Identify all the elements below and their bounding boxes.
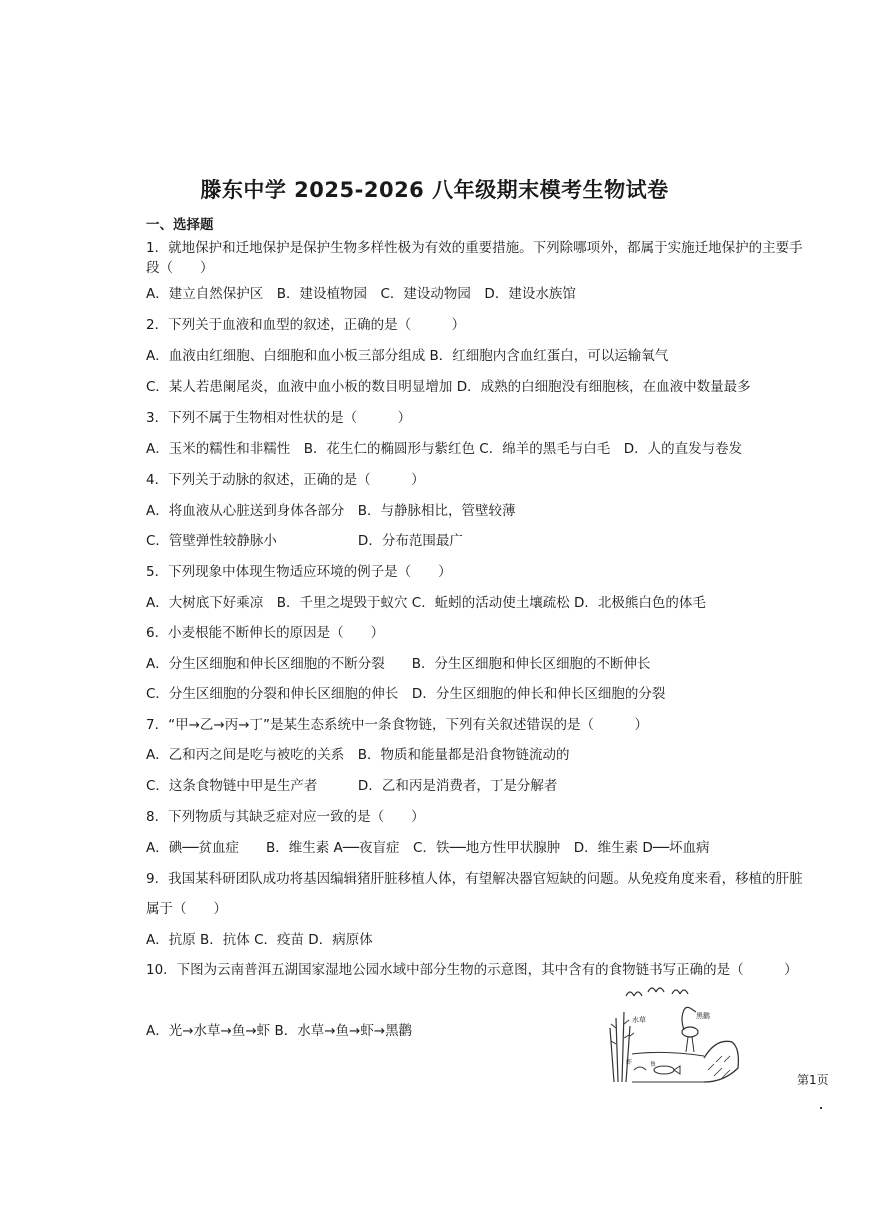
question-1-options: A．建立自然保护区 B．建设植物园 C．建设动物园 D．建设水族馆 <box>146 286 576 302</box>
page-number: 第1页 <box>797 1073 829 1087</box>
fish-label: 鱼 <box>650 1061 657 1068</box>
question-2-stem: 2．下列关于血液和血型的叙述，正确的是（ ） <box>146 317 466 333</box>
question-6-options-ab: A．分生区细胞和伸长区细胞的不断分裂 B．分生区细胞和伸长区细胞的不断伸长 <box>146 656 651 672</box>
question-4-options-cd: C．管壁弹性较静脉小 D．分布范围最广 <box>146 533 463 549</box>
question-9-stem: 9．我国某科研团队成功将基因编辑猪肝脏移植人体，有望解决器官短缺的问题。从免疫角度来看，移植的肝脏 <box>146 871 803 887</box>
shrimp-icon <box>634 1067 646 1070</box>
question-8-options: A．碘──贫血症 B．维生素 A──夜盲症 C．铁──地方性甲状腺肿 D．维生素 D──坏血病 <box>146 840 710 856</box>
question-5-options: A．大树底下好乘凉 B．千里之堤毁于蚁穴 C．蚯蚓的活动使土壤疏松 D．北极熊白色的体毛 <box>146 595 706 611</box>
plant-label: 水草 <box>632 1016 646 1024</box>
question-4-stem: 4．下列关于动脉的叙述，正确的是（ ） <box>146 472 425 488</box>
question-3-stem: 3．下列不属于生物相对性状的是（ ） <box>146 410 412 426</box>
shrimp-label: 虾 <box>626 1059 633 1066</box>
fish-icon <box>654 1066 680 1074</box>
question-9-options: A．抗原 B．抗体 C．疫苗 D．病原体 <box>146 932 373 948</box>
question-4-options-ab: A．将血液从心脏送到身体各部分 B．与静脉相比，管壁较薄 <box>146 503 516 519</box>
question-7-options-ab: A．乙和丙之间是吃与被吃的关系 B．物质和能量都是沿食物链流动的 <box>146 747 570 763</box>
exam-title: 滕东中学 2025-2026 八年级期末模考生物试卷 <box>200 178 669 202</box>
question-10-stem: 10．下图为云南普洱五湖国家湿地公园水域中部分生物的示意图，其中含有的食物链书写正确的是（ ） <box>146 962 798 978</box>
question-3-options: A．玉米的糯性和非糯性 B．花生仁的椭圆形与紫红色 C．绵羊的黑毛与白毛 D．人的直发与卷发 <box>146 441 743 457</box>
question-10-options: A．光→水草→鱼→虾 B．水草→鱼→虾→黑鹳 <box>146 1023 413 1039</box>
question-9-stem-cont: 属于（ ） <box>146 901 227 917</box>
question-2-options-cd: C．某人若患阑尾炎，血液中血小板的数目明显增加 D．成熟的白细胞没有细胞核，在血液中数量最多 <box>146 379 751 395</box>
section-heading: 一、选择题 <box>146 217 214 233</box>
question-6-options-cd: C．分生区细胞的分裂和伸长区细胞的伸长 D．分生区细胞的伸长和伸长区细胞的分裂 <box>146 686 666 702</box>
scan-speck <box>820 1107 822 1109</box>
bird-label: 黑鹳 <box>696 1012 710 1020</box>
question-1-stem-cont: 段（ ） <box>146 260 214 276</box>
question-1-stem: 1．就地保护和迁地保护是保护生物多样性极为有效的重要措施。下列除哪项外，都属于实施迁地保护的主要手 <box>146 240 803 256</box>
question-8-stem: 8．下列物质与其缺乏症对应一致的是（ ） <box>146 809 425 825</box>
wetland-food-web-diagram <box>604 978 744 1086</box>
question-7-stem: 7．“甲→乙→丙→丁”是某生态系统中一条食物链，下列有关叙述错误的是（ ） <box>146 717 649 733</box>
question-6-stem: 6．小麦根能不断伸长的原因是（ ） <box>146 625 385 641</box>
water-plant-icon <box>610 1012 634 1082</box>
question-5-stem: 5．下列现象中体现生物适应环境的例子是（ ） <box>146 564 452 580</box>
question-2-options-ab: A．血液由红细胞、白细胞和血小板三部分组成 B．红细胞内含血红蛋白，可以运输氧气 <box>146 348 669 364</box>
question-7-options-cd: C．这条食物链中甲是生产者 D．乙和丙是消费者，丁是分解者 <box>146 778 558 794</box>
